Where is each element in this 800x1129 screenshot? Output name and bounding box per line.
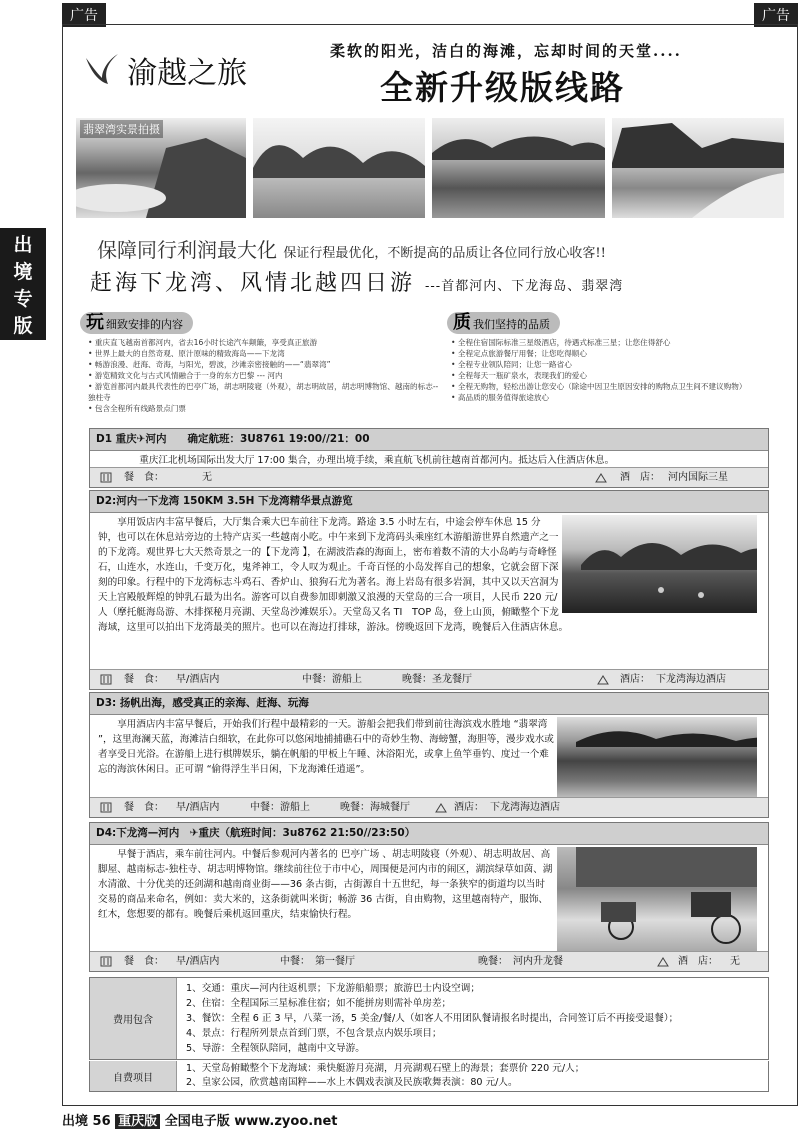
self-paid-label: 自费项目 (90, 1061, 177, 1091)
day-3-breakfast: 早/酒店内 (176, 802, 220, 813)
day-3-body (90, 715, 768, 801)
fun-item: • 游览精致文化与古式风情融合于一身的东方巴黎 --- 河内 (88, 370, 443, 381)
hotel-icon (435, 798, 447, 817)
day-3-lunch: 中餐：游船上 (250, 802, 310, 813)
day-2-hotel: 下龙湾海边酒店 (656, 674, 726, 685)
beach-photo (76, 118, 246, 218)
quality-heading (447, 312, 560, 334)
fun-item: • 游览首都河内最具代表性的巴亭广场，胡志明陵寝（外观），胡志明故居，胡志明博物馆、越南的标志--独柱寺 (88, 381, 443, 403)
day-3-body-text: 享用酒店内丰富早餐后，开始我们行程中最精彩的一天。游船会把我们带到前往海滨戏水胜地 “翡翠湾 ”，这里海澜天蓝，海滩洁白细软，在此你可以悠闲地捕捕礁石中的奇妙生物、海螃蟹，海胆等，漫步戏水或者享受日光浴。在游船上进行棋牌娱乐，躺在帆船的甲板上午睡、沐浴阳光，或拿上鱼竿垂钓、度过一个难忘的海滨休闲日。正可谓 “偷得浮生半日闲，下龙海滩任逍遥”。 (98, 719, 554, 775)
fee-included-box (89, 977, 769, 1060)
page-footer (62, 1110, 338, 1129)
ad-label-left: 广告 (62, 3, 106, 27)
day-4-title: D4:下龙湾—河内 ✈重庆（航班时间：3u8762 21:50//23:50） (90, 823, 768, 845)
day-4-meals (90, 951, 768, 971)
day-4-block (89, 822, 769, 972)
footer-page: 出境 56 (62, 1114, 111, 1129)
day-4-dinner: 晚餐： 河内升龙餐 (478, 956, 563, 967)
day-1-hotel-label: 酒 店： (620, 472, 660, 483)
quality-heading-big: 质 (453, 312, 471, 333)
day-1-title: D1 重庆✈河内 确定航班：3U8761 19:00//21：00 (90, 429, 768, 451)
footer-edition: 重庆版 (115, 1114, 160, 1129)
day-3-title: D3: 扬帆出海，感受真正的亲海、赶海、玩海 (90, 693, 768, 715)
section-sidebar: 出境专版 (0, 228, 46, 340)
hotel-icon (597, 670, 609, 689)
day-4-breakfast: 早/酒店内 (176, 956, 220, 967)
quality-heading-small: 我们坚持的品质 (473, 318, 550, 331)
tour-title-line (90, 266, 623, 297)
fun-item: • 世界上最大的自然奇观、原汁原味的精致海岛——下龙湾 (88, 348, 443, 359)
day-4-hotel-label: 酒 店： (678, 956, 718, 967)
quality-list (451, 337, 781, 403)
self-paid-box (89, 1061, 769, 1092)
day-2-meal-label: 餐 食： (124, 674, 164, 685)
fee-item: 1、交通：重庆—河内往返机票；下龙游船船票；旅游巴士内设空调； (186, 983, 480, 994)
fun-list (88, 337, 443, 414)
day-3-hotel-label: 酒店： (454, 802, 484, 813)
day-1-meal-label: 餐 食： (124, 472, 164, 483)
day-2-lunch: 中餐：游船上 (302, 674, 362, 685)
tour-subtitle: ---首都河内、下龙海岛、翡翠湾 (425, 279, 624, 294)
headline: 全新升级版线路 (380, 68, 625, 107)
day-3-block (89, 692, 769, 818)
fun-item: • 畅游浪漫、赶海、奇海，与阳光，碧波，沙滩亲密接触的——“翡翠湾” (88, 359, 443, 370)
day-1-meals (90, 467, 768, 487)
day-4-body-text: 早餐于酒店，乘车前往河内。中餐后参观河内著名的 巴亭广场 、胡志明陵寝（外观）、胡志明故居、高脚屋、越南标志-独柱寺、胡志明博物馆。继续前往位于市中心，周围便是河内市的闹区，湖滨绿草如茵、湖水清澈、十分优美的还剑湖和越南商业街——36 条古街，古街源自十五世纪，每一条狭窄的街道均以当时交易的商品来命名，例如：卖大米的，这条街就叫米街；畅游 36 古街，自由购物，这里越南特产，服饰、红木，您想要的都有。晚餐后乘机返回重庆，结束愉快行程。 (98, 849, 553, 920)
day-2-meals (90, 669, 768, 689)
hotel-icon (657, 952, 669, 971)
quality-item: • 全程住宿国际标准三星级酒店，待遇式标准三星；让您住得舒心 (451, 337, 781, 348)
day-4-hotel: 无 (730, 956, 740, 967)
fun-heading (80, 312, 193, 334)
day-4-body (90, 845, 768, 955)
day-3-hotel: 下龙湾海边酒店 (490, 802, 560, 813)
day-4-lunch: 中餐： 第一餐厅 (280, 956, 355, 967)
day-1-block (89, 428, 769, 488)
guarantee-sub: 保证行程最优化，不断提高的品质让各位同行放心收客!! (283, 246, 606, 261)
logo (82, 48, 247, 92)
day-4-meal-label: 餐 食： (124, 956, 164, 967)
footer-site: 全国电子版 www.zyoo.net (164, 1114, 338, 1129)
ad-label-right: 广告 (754, 3, 798, 27)
day-3-meal-label: 餐 食： (124, 802, 164, 813)
day-2-body (90, 513, 768, 671)
day-2-body-text: 享用饭店内丰富早餐后，大厅集合乘大巴车前往下龙湾。路途 3.5 小时左右，中途会停车休息 15 分钟，也可以在休息站旁边的土特产店买一些越南小吃。中午来到下龙湾码头乘座红木游船游世界自然遗产之一的下龙湾。观世界七大天然奇景之一的【下龙湾 】，在湖波浩森的海面上，密布着数不清的大小岛屿与奇峰怪石，山连水，水连山，千变万化，鬼斧神工，令人叹为观止。千奇百怪的小岛发挥自己的想象，它就会留下深刻的印象。行程中的下龙湾标志斗鸡石、香炉山、狼狗石尤为著名。海上岩岛有很多岩洞，其中又以天宫洞为天上宫殿般辉煌的钟乳石最为出名。游客可以自费参加即刺激又浪漫的天堂岛的三合一项目，人民币 220 元/人（摩托艇海岛游、木排探秘月亮湖、天堂岛沙滩娱乐）。天堂岛又名 TI TOP 岛，登上山顶，俯瞰整个下龙海域，这里可以拍出下龙湾最美的照片。也可以在海边打排球，游泳。傍晚返回下龙湾，晚餐后入住酒店休息。 (98, 517, 569, 633)
bay-photo-1 (253, 118, 425, 218)
fee-item: 3、餐饮：全程 6 正 3 早，八菜一汤，5 美金/餐/人（如客人不用团队餐请报名时提出，合同签订后不再接受退餐）； (186, 1013, 679, 1024)
day-1-body: 重庆江北机场国际出发大厅 17:00 集合，办理出境手续，乘直航飞机前往越南首都河内。抵达后入住酒店休息。 (139, 455, 615, 466)
meal-icon (100, 468, 112, 487)
meal-icon (100, 670, 112, 689)
logo-swoosh-icon (82, 50, 122, 90)
day-2-title: D2:河内一下龙湾 150KM 3.5H 下龙湾精华景点游览 (90, 491, 768, 513)
day-1-hotel: 河内国际三星 (668, 472, 728, 483)
guarantee-main: 保障同行利润最大化 (97, 238, 277, 262)
meal-icon (100, 798, 112, 817)
fee-item: 5、导游：全程领队陪同，越南中文导游。 (186, 1043, 365, 1054)
self-paid-item: 2、皇家公园，欣赏越南国粹——水上木偶戏表演及民族歌舞表演：80 元/人。 (186, 1077, 518, 1088)
guarantee-line (97, 234, 606, 263)
slogan: 柔软的阳光，洁白的海滩，忘却时间的天堂.... (330, 42, 682, 60)
fun-heading-big: 玩 (86, 312, 104, 333)
self-paid-list (186, 1062, 584, 1090)
quality-item: • 高品质的服务值得旅途放心 (451, 392, 781, 403)
fee-list (186, 981, 678, 1056)
fun-item: • 包含全程所有线路景点门票 (88, 403, 443, 414)
day-3-photo (557, 717, 757, 797)
self-paid-item: 1、天堂岛俯瞰整个下龙海域：乘快艇游月亮湖，月亮湖观石壁上的海景；套票价 220 元/人； (186, 1063, 585, 1074)
day-2-photo (562, 515, 757, 613)
fee-label: 费用包含 (90, 978, 177, 1059)
quality-item: • 全程专业领队陪同；让您一路省心 (451, 359, 781, 370)
day-3-meals (90, 797, 768, 817)
day-2-hotel-label: 酒店： (620, 674, 650, 685)
day-1-meal: 无 (202, 472, 212, 483)
fee-item: 2、住宿：全程国际三星标准住宿；如不能拼房则需补单房差； (186, 998, 452, 1009)
bay-photo-3 (612, 118, 784, 218)
quality-item: • 全程每天一瓶矿泉水，表现我们的爱心 (451, 370, 781, 381)
fun-heading-small: 细致安排的内容 (106, 318, 183, 331)
meal-icon (100, 952, 112, 971)
fee-item: 4、景点：行程所列景点首到门票，不包含景点内娱乐项目； (186, 1028, 442, 1039)
day-2-block (89, 490, 769, 690)
quality-item: • 全程定点旅游餐厅用餐；让您吃得顺心 (451, 348, 781, 359)
day-3-dinner: 晚餐：海城餐厅 (340, 802, 410, 813)
fun-item: • 重庆直飞越南首都河内，省去16小时长途汽车颠簸，享受真正旅游 (88, 337, 443, 348)
hotel-icon (595, 468, 607, 487)
tour-title: 赶海下龙湾、风情北越四日游 (90, 271, 416, 296)
day-2-breakfast: 早/酒店内 (176, 674, 220, 685)
bay-photo-2 (432, 118, 605, 218)
logo-text: 渝越之旅 (127, 56, 248, 91)
quality-item: • 全程无购物，轻松出游让您安心（除途中因卫生原因安排的购物点卫生间不建议购物） (451, 381, 781, 392)
photo-caption: 翡翠湾实景拍摄 (80, 120, 163, 138)
day-2-dinner: 晚餐：圣龙餐厅 (402, 674, 472, 685)
day-4-photo (557, 847, 757, 951)
